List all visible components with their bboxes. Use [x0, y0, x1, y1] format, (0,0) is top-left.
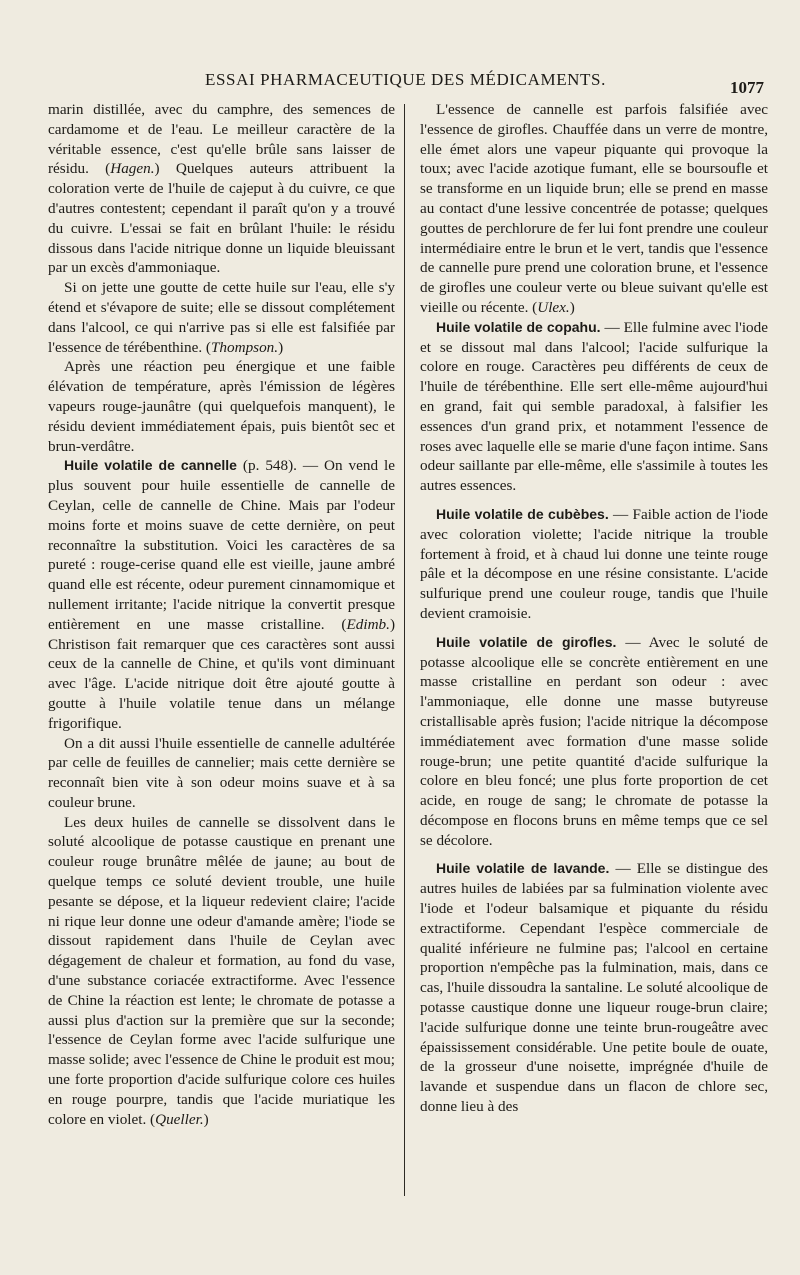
paragraph: [420, 633, 768, 851]
section-heading: Huile volatile de cannelle: [64, 457, 237, 474]
running-title: ESSAI PHARMACEUTIQUE DES MÉDICAMENTS.: [205, 70, 606, 89]
right-column: [420, 100, 768, 1117]
paragraph: [48, 278, 395, 357]
paragraph-text: ) Quelques auteurs attribuent la coloration verte de l'huile de cajeput à du cuivre, ce que d'autres contestent; cependant il paraît qu'on y a trouvé du cuivre. L'essai se fait en brûlant l'huile: le résidu dissous dans l'acide nitrique donne un liquide bleuissant par un excès d'ammoniaque.: [48, 160, 395, 277]
paragraph-text: ) Christison fait remarquer que ces caractères sont aussi ceux de la cannelle de Chine, et qu'ils vont diminuant avec l'âge. L'acide nitrique doit être ajouté goutte à goutte à l'huile volatile tenue dans un mélange frigorifique.: [48, 615, 395, 732]
paragraph-text: L'essence de cannelle est parfois falsifiée avec l'essence de girofles. Chauffée dans un verre de montre, elle émet alors une vapeur piquante qui provoque la toux; avec l'acide azotique fumant, elle se boursoufle et se transforme en un liquide brun; elle se prend en masse au contact d'une lessive concentrée de potasse; quelques gouttes de perchlorure de fer lui font prendre une couleur intermédiaire entre le brun et le vert, tandis que l'essence de cannelle pure prend une coloration brune, et l'essence de girofles une couleur verte ou bleue suivant qu'elle est vieille ou récente. (: [420, 101, 768, 316]
section-heading: Huile volatile de cubèbes.: [436, 505, 609, 522]
paragraph-text: ): [278, 338, 284, 356]
paragraph-text: — Avec le soluté de potasse alcoolique elle se concrète entièrement en une masse cristalline en perdant son odeur : avec l'ammoniaque, elle donne une masse butyreuse cristallisable après fusion; l'acide nitrique la décompose immédiatement avec formation d'une masse solide rouge-brun; une petite quantité d'acide sulfurique la colore en bleu foncé; une plus forte proportion de cet acide, en rouge de sang; le chromate de potasse la décompose en flocons bruns en même temps que ce sel se décolore.: [420, 633, 768, 849]
paragraph-text: Si on jette une goutte de cette huile sur l'eau, elle s'y étend et s'évapore de suite; elle se dissout complétement dans l'alcool, ce qui n'arrive pas si elle est falsifiée par l'essence de térébenthine. (: [48, 279, 395, 356]
section-heading: Huile volatile de girofles.: [436, 633, 617, 650]
paragraph-text: (p. 548). — On vend le plus souvent pour huile essentielle de cannelle de Ceylan, celle de cannelle de Chine. Mais par l'odeur moins forte et moins suave de cette dernière, on peut reconnaître la substitution. Voici les caractères de sa pureté : rouge-cerise quand elle est vieille, jaune ambré quand elle est récente, odeur purement cinnamomique et nullement irritante; l'acide nitrique la convertit presque entièrement en une masse cristalline. (: [48, 457, 395, 633]
page-number: 1077: [730, 78, 764, 97]
paragraph: [420, 100, 768, 318]
paragraph: [420, 859, 768, 1116]
left-column: [48, 100, 395, 1129]
citation: Edimb.: [346, 615, 390, 633]
paragraph: [420, 505, 768, 624]
running-head: [0, 70, 800, 100]
paragraph: [48, 357, 395, 456]
column-divider: [404, 104, 405, 1196]
paragraph-text: ): [569, 298, 575, 316]
paragraph-text: — Elle fulmine avec l'iode et se dissout mal dans l'alcool; l'acide sulfurique la colore en rouge. Caractères peu différents de ceux de l'huile de térébenthine. Elle sert elle-même aujourd'hui en grand, fait qui semble paradoxal, à falsifier les essences d'un grand prix, et notamment l'essence de roses avec laquelle elle se marie d'une façon intime. Sans odeur saillante par elle-même, elle s'assimile à toutes les autres essences.: [420, 318, 768, 495]
section-heading: Huile volatile de copahu.: [436, 318, 601, 335]
citation: Queller.: [155, 1110, 204, 1128]
paragraph-text: On a dit aussi l'huile essentielle de cannelle adultérée par celle de feuilles de cannelier; mais cette dernière se reconnaît bien vite à son odeur moins suave et à sa couleur brune.: [48, 734, 395, 811]
citation: Ulex.: [537, 298, 570, 316]
paragraph-text: ): [203, 1110, 209, 1128]
paragraph: [48, 456, 395, 733]
paragraph: [48, 813, 395, 1130]
citation: Thompson.: [210, 338, 279, 356]
paragraph: [48, 734, 395, 813]
paragraph: [420, 318, 768, 496]
paragraph-text: marin distillée, avec du camphre, des semences de cardamome et de l'eau. Le meilleur caractère de la véritable essence, c'est qu'elle brûle sans laisser de résidu. (: [48, 101, 395, 178]
section-heading: Huile volatile de lavande.: [436, 860, 610, 877]
paragraph-text: Après une réaction peu énergique et une faible élévation de température, après l'émission de légères vapeurs rouge-jaunâtre (qui quelquefois manquent), le résidu devient immédiatement épais, puis bientôt sec et brun-verdâtre.: [48, 358, 395, 455]
citation: Hagen.: [110, 160, 155, 178]
paragraph-text: — Elle se distingue des autres huiles de labiées par sa fulmination violente avec l'iode et l'odeur balsamique et piquante du résidu extractiforme. Cependant l'espèce commerciale de qualité inférieure ne fulmine pas; l'alcool en certaine proportion n'empêche pas la fulmination, mais, dans ce cas, l'huile dissoudra la santaline. Le soluté alcoolique de potasse caustique donne une liqueur rouge-brun claire; l'acide sulfurique donne une teinte brun-rougeâtre avec épaississement considérable. Une petite boule de ouate, de la grosseur d'une noisette, imprégnée d'huile de lavande et suspendue dans un flacon de chlore sec, donne lieu à des: [420, 860, 768, 1116]
paragraph-text: Les deux huiles de cannelle se dissolvent dans le soluté alcoolique de potasse caustique en prenant une couleur rouge brunâtre mêlée de jaune; au bout de quelque temps ce soluté devient trouble, une huile pesante se dépose, et la liqueur redevient claire; l'acide ni rique leur donne une odeur d'amande amère; l'iode se dissout rapidement dans l'huile de Ceylan avec dégagement de chaleur et formation, au fond du vase, d'une substance coriacée extractiforme. Avec l'essence de Chine la réaction est lente; le chromate de potasse a aussi plus d'action sur la première que sur la seconde; l'essence de Ceylan forme avec l'acide sulfurique une masse solide; avec l'essence de Chine le produit est mou; une forte proportion d'acide sulfurique colore ces huiles en rouge pourpre, tandis que l'acide muriatique les colore en violet. (: [48, 813, 395, 1128]
paragraph-text: — Faible action de l'iode avec coloration violette; l'acide nitrique la trouble fortement à froid, et à chaud lui donne une teinte rouge pâle et la décompose en une résine consistante. L'acide sulfurique prend une couleur rouge, tandis que l'huile devient cramoisie.: [420, 505, 768, 622]
paragraph: [48, 100, 395, 278]
